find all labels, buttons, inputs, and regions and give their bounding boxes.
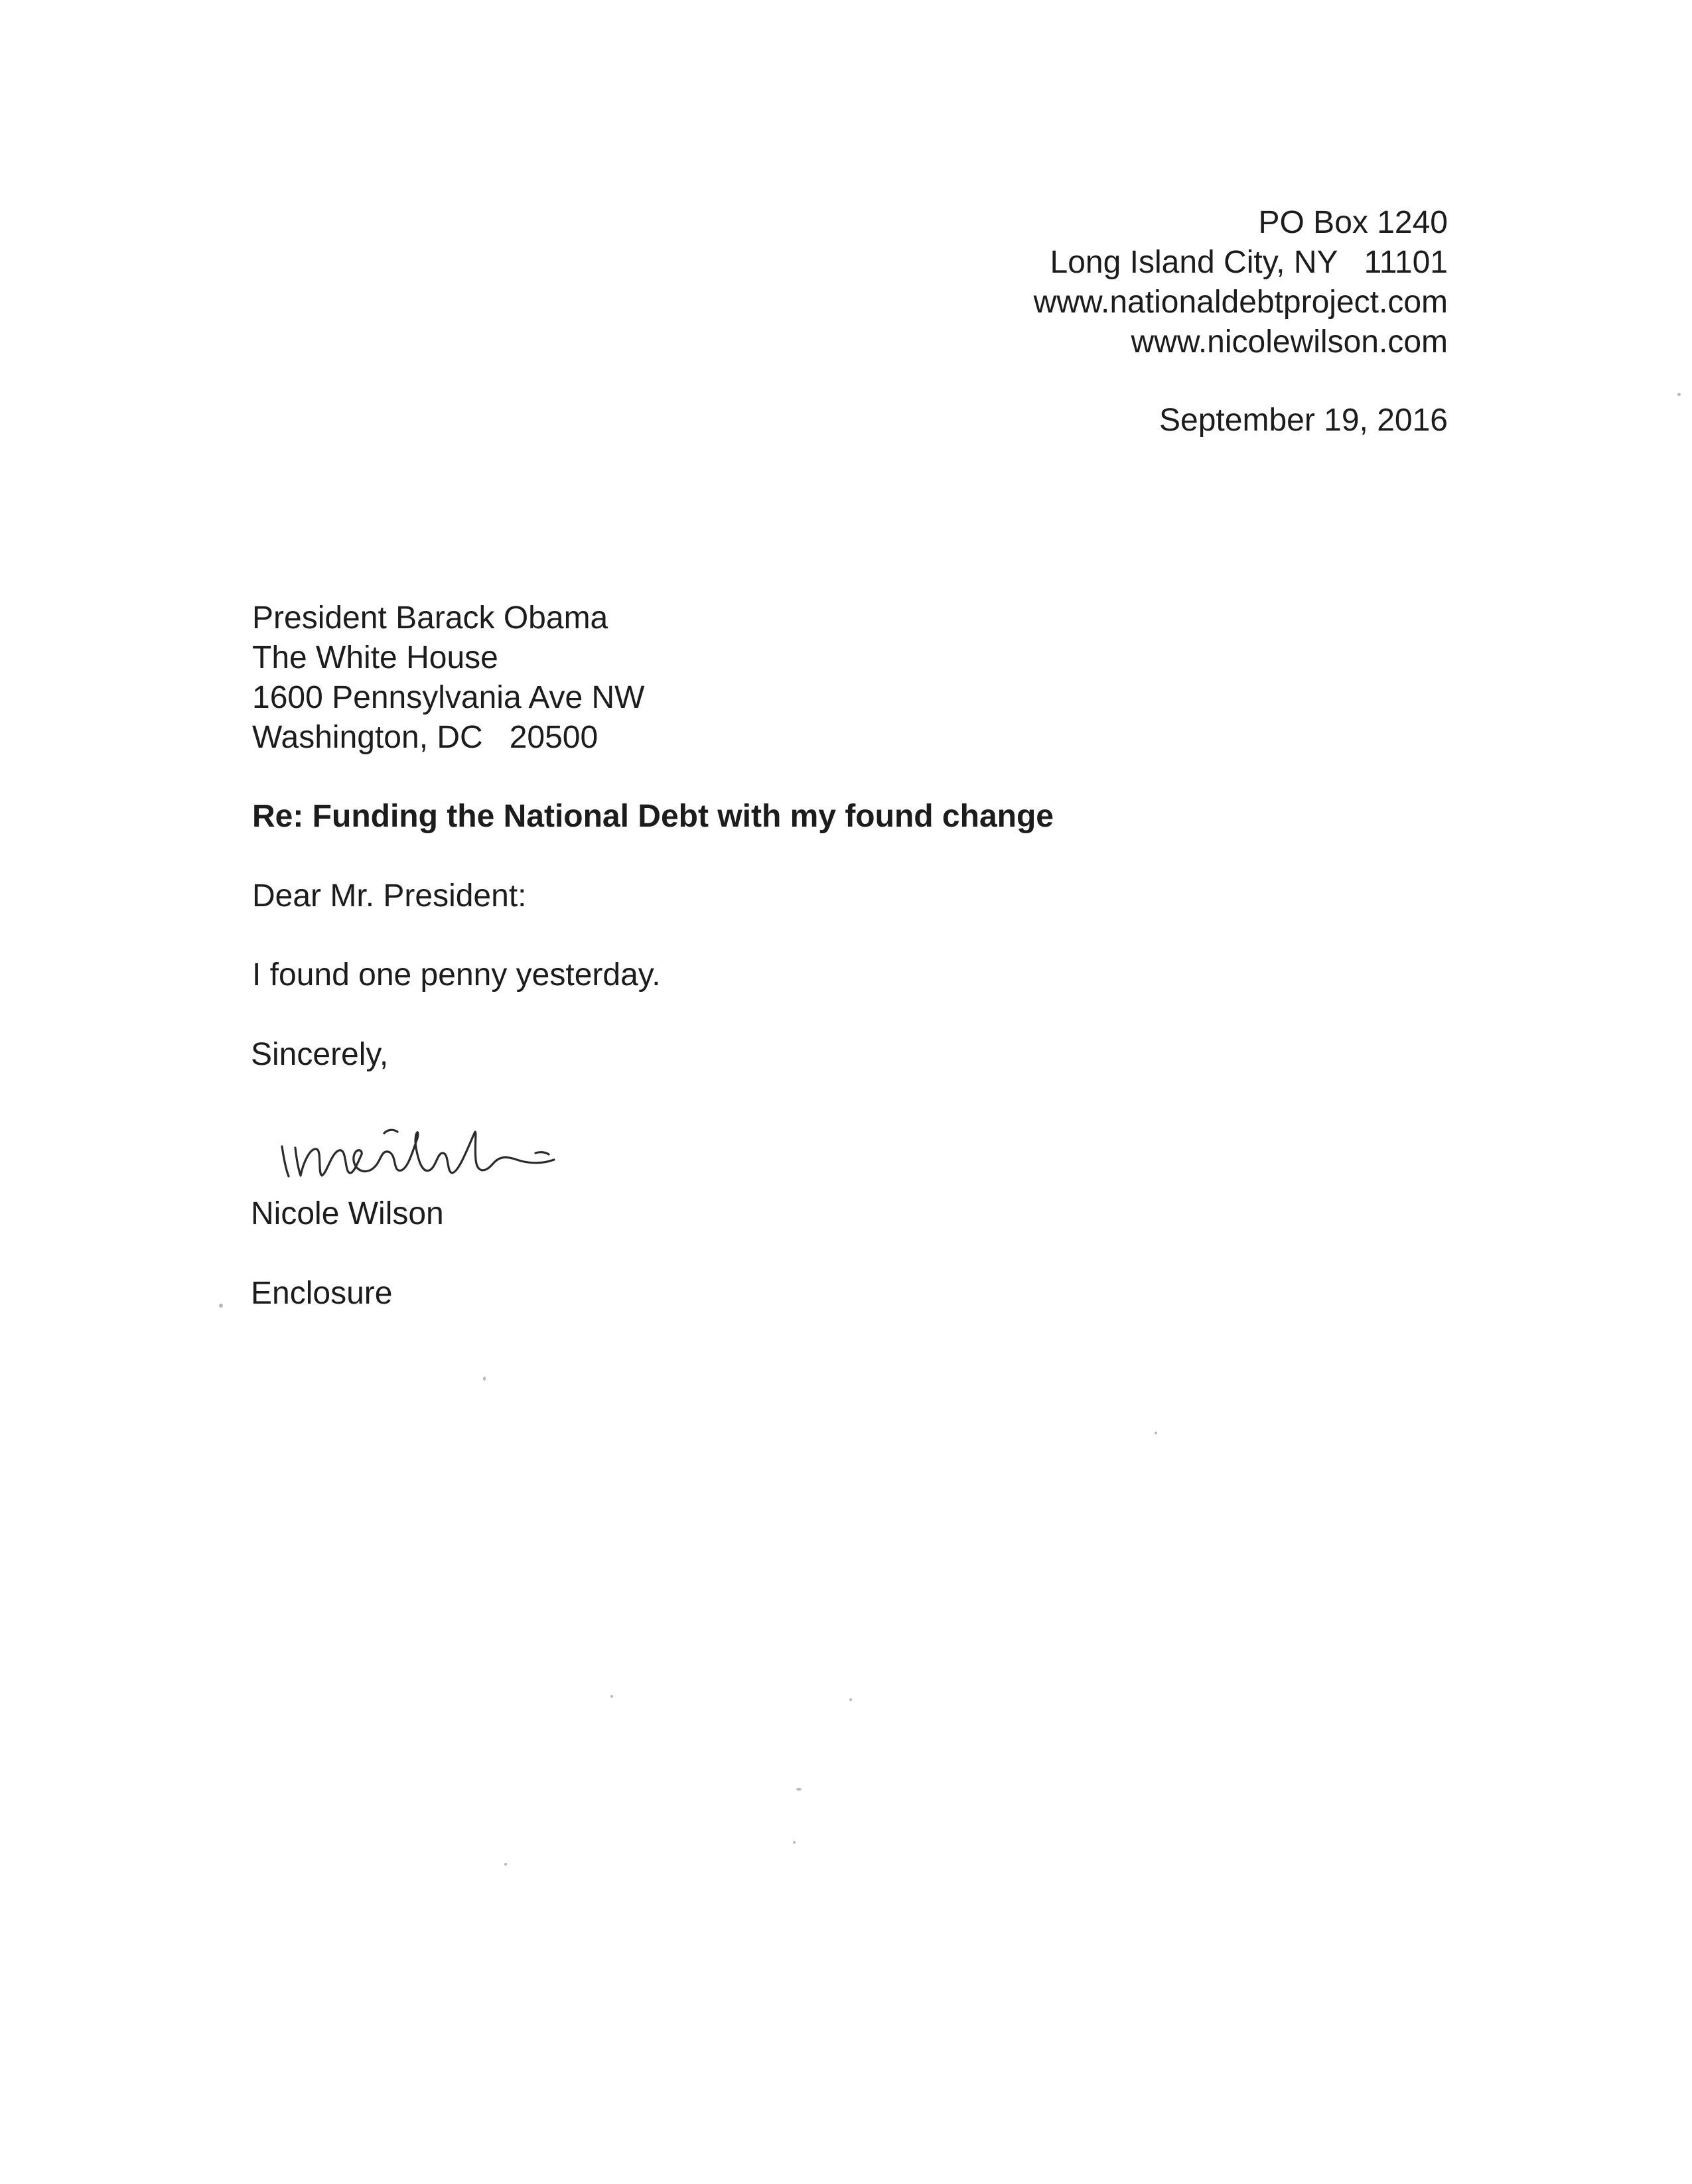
scan-speck — [849, 1698, 852, 1701]
recipient-name: President Barack Obama — [252, 600, 608, 636]
recipient-street: 1600 Pennsylvania Ave NW — [252, 680, 645, 715]
scan-speck — [1677, 393, 1681, 396]
sender-po-box: PO Box 1240 — [1258, 205, 1448, 240]
scan-speck — [793, 1841, 796, 1844]
scan-speck — [796, 1788, 802, 1791]
sender-website-nicole-wilson: www.nicolewilson.com — [1131, 324, 1448, 360]
sender-address-block — [1034, 203, 1448, 362]
sender-city-state-zip: Long Island City, NY 11101 — [1050, 245, 1448, 280]
scan-speck — [1155, 1432, 1157, 1434]
scan-speck — [483, 1377, 486, 1381]
letter-body: I found one penny yesterday. — [252, 957, 661, 992]
letter-date: September 19, 2016 — [1159, 403, 1448, 438]
signer-name: Nicole Wilson — [251, 1196, 444, 1231]
handwritten-signature — [275, 1107, 587, 1186]
scan-speck — [610, 1695, 613, 1698]
recipient-address-block — [252, 598, 644, 758]
salutation: Dear Mr. President: — [252, 878, 527, 914]
recipient-city-state-zip: Washington, DC 20500 — [252, 720, 599, 755]
scan-speck — [504, 1863, 507, 1866]
enclosure-notation: Enclosure — [251, 1276, 393, 1311]
closing: Sincerely, — [251, 1037, 389, 1072]
scan-speck — [219, 1304, 223, 1308]
subject-line: Re: Funding the National Debt with my found change — [252, 799, 1054, 834]
sender-website-national-debt-project: www.nationaldebtproject.com — [1033, 285, 1448, 320]
recipient-organization: The White House — [252, 640, 498, 675]
